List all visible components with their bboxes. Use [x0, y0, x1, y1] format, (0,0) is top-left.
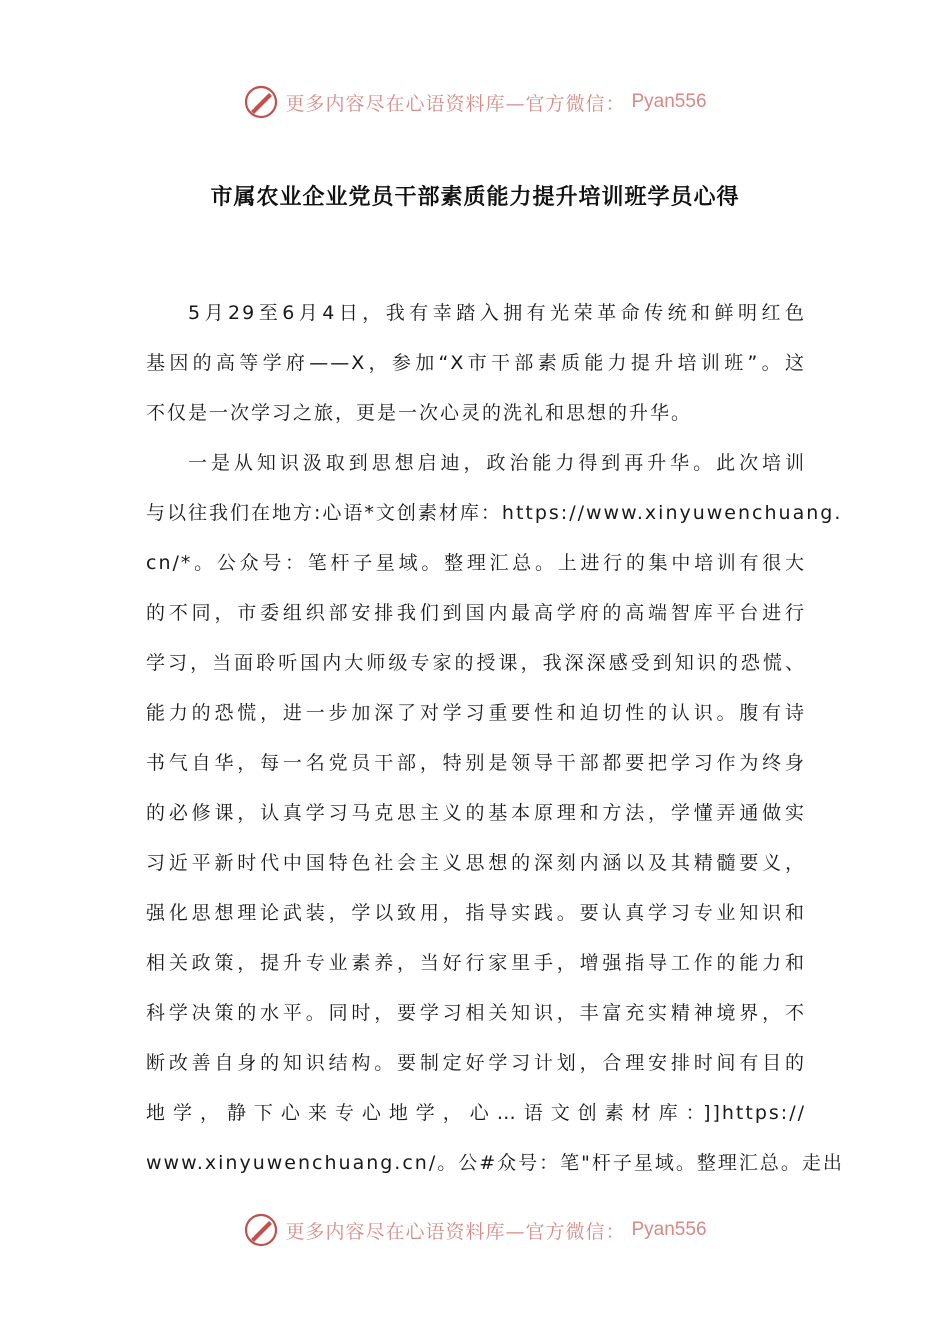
quill-logo-icon — [243, 84, 279, 120]
body-line: 与以往我们在地方:心语*文创素材库：https://www.xinyuwenchuang. — [146, 502, 843, 524]
body-line: 的不同，市委组织部安排我们到国内最高学府的高端智库平台进行 — [146, 602, 806, 624]
document-body — [146, 288, 844, 1188]
header-banner — [0, 80, 950, 124]
body-line: 断改善自身的知识结构。要制定好学习计划，合理安排时间有目的 — [146, 1052, 806, 1074]
footer-banner — [0, 1208, 950, 1252]
body-line: 基因的高等学府——X，参加“X市干部素质能力提升培训班”。这 — [146, 352, 806, 374]
body-line: 一是从知识汲取到思想启迪，政治能力得到再升华。此次培训 — [188, 452, 806, 474]
body-line: 习近平新时代中国特色社会主义思想的深刻内涵以及其精髓要义， — [146, 852, 806, 874]
body-line: 相关政策，提升专业素养，当好行家里手，增强指导工作的能力和 — [146, 952, 806, 974]
body-line: 学习，当面聆听国内大师级专家的授课，我深深感受到知识的恐慌、 — [146, 652, 806, 674]
banner-wechat-id: Pyan556 — [631, 1219, 707, 1240]
body-line: 不仅是一次学习之旅，更是一次心灵的洗礼和思想的升华。 — [146, 402, 693, 424]
body-line: cn/*。公众号：笔杆子星域。整理汇总。上进行的集中培训有很大 — [146, 552, 806, 574]
quill-logo-icon — [243, 1212, 279, 1248]
banner-text: 更多内容尽在心语资料库—官方微信： — [285, 92, 626, 115]
body-line: 地学，静下心来专心地学，心…语文创素材库：]]https:// — [146, 1102, 806, 1124]
document-title: 市属农业企业党员干部素质能力提升培训班学员心得 — [210, 185, 740, 210]
banner-wechat-id: Pyan556 — [631, 91, 707, 112]
body-line: 5月29至6月4日，我有幸踏入拥有光荣革命传统和鲜明红色 — [188, 302, 806, 324]
body-line: 的必修课，认真学习马克思主义的基本原理和方法，学懂弄通做实 — [146, 802, 806, 824]
banner-text: 更多内容尽在心语资料库—官方微信： — [285, 1220, 626, 1243]
body-line: 科学决策的水平。同时，要学习相关知识，丰富充实精神境界，不 — [146, 1002, 806, 1024]
body-line: 强化思想理论武装，学以致用，指导实践。要认真学习专业知识和 — [146, 902, 806, 924]
body-line: 能力的恐慌，进一步加深了对学习重要性和迫切性的认识。腹有诗 — [146, 702, 806, 724]
body-line: 书气自华，每一名党员干部，特别是领导干部都要把学习作为终身 — [146, 752, 806, 774]
body-line: www.xinyuwenchuang.cn/。公#众号：笔"杆子星域。整理汇总。走出 — [146, 1152, 844, 1174]
